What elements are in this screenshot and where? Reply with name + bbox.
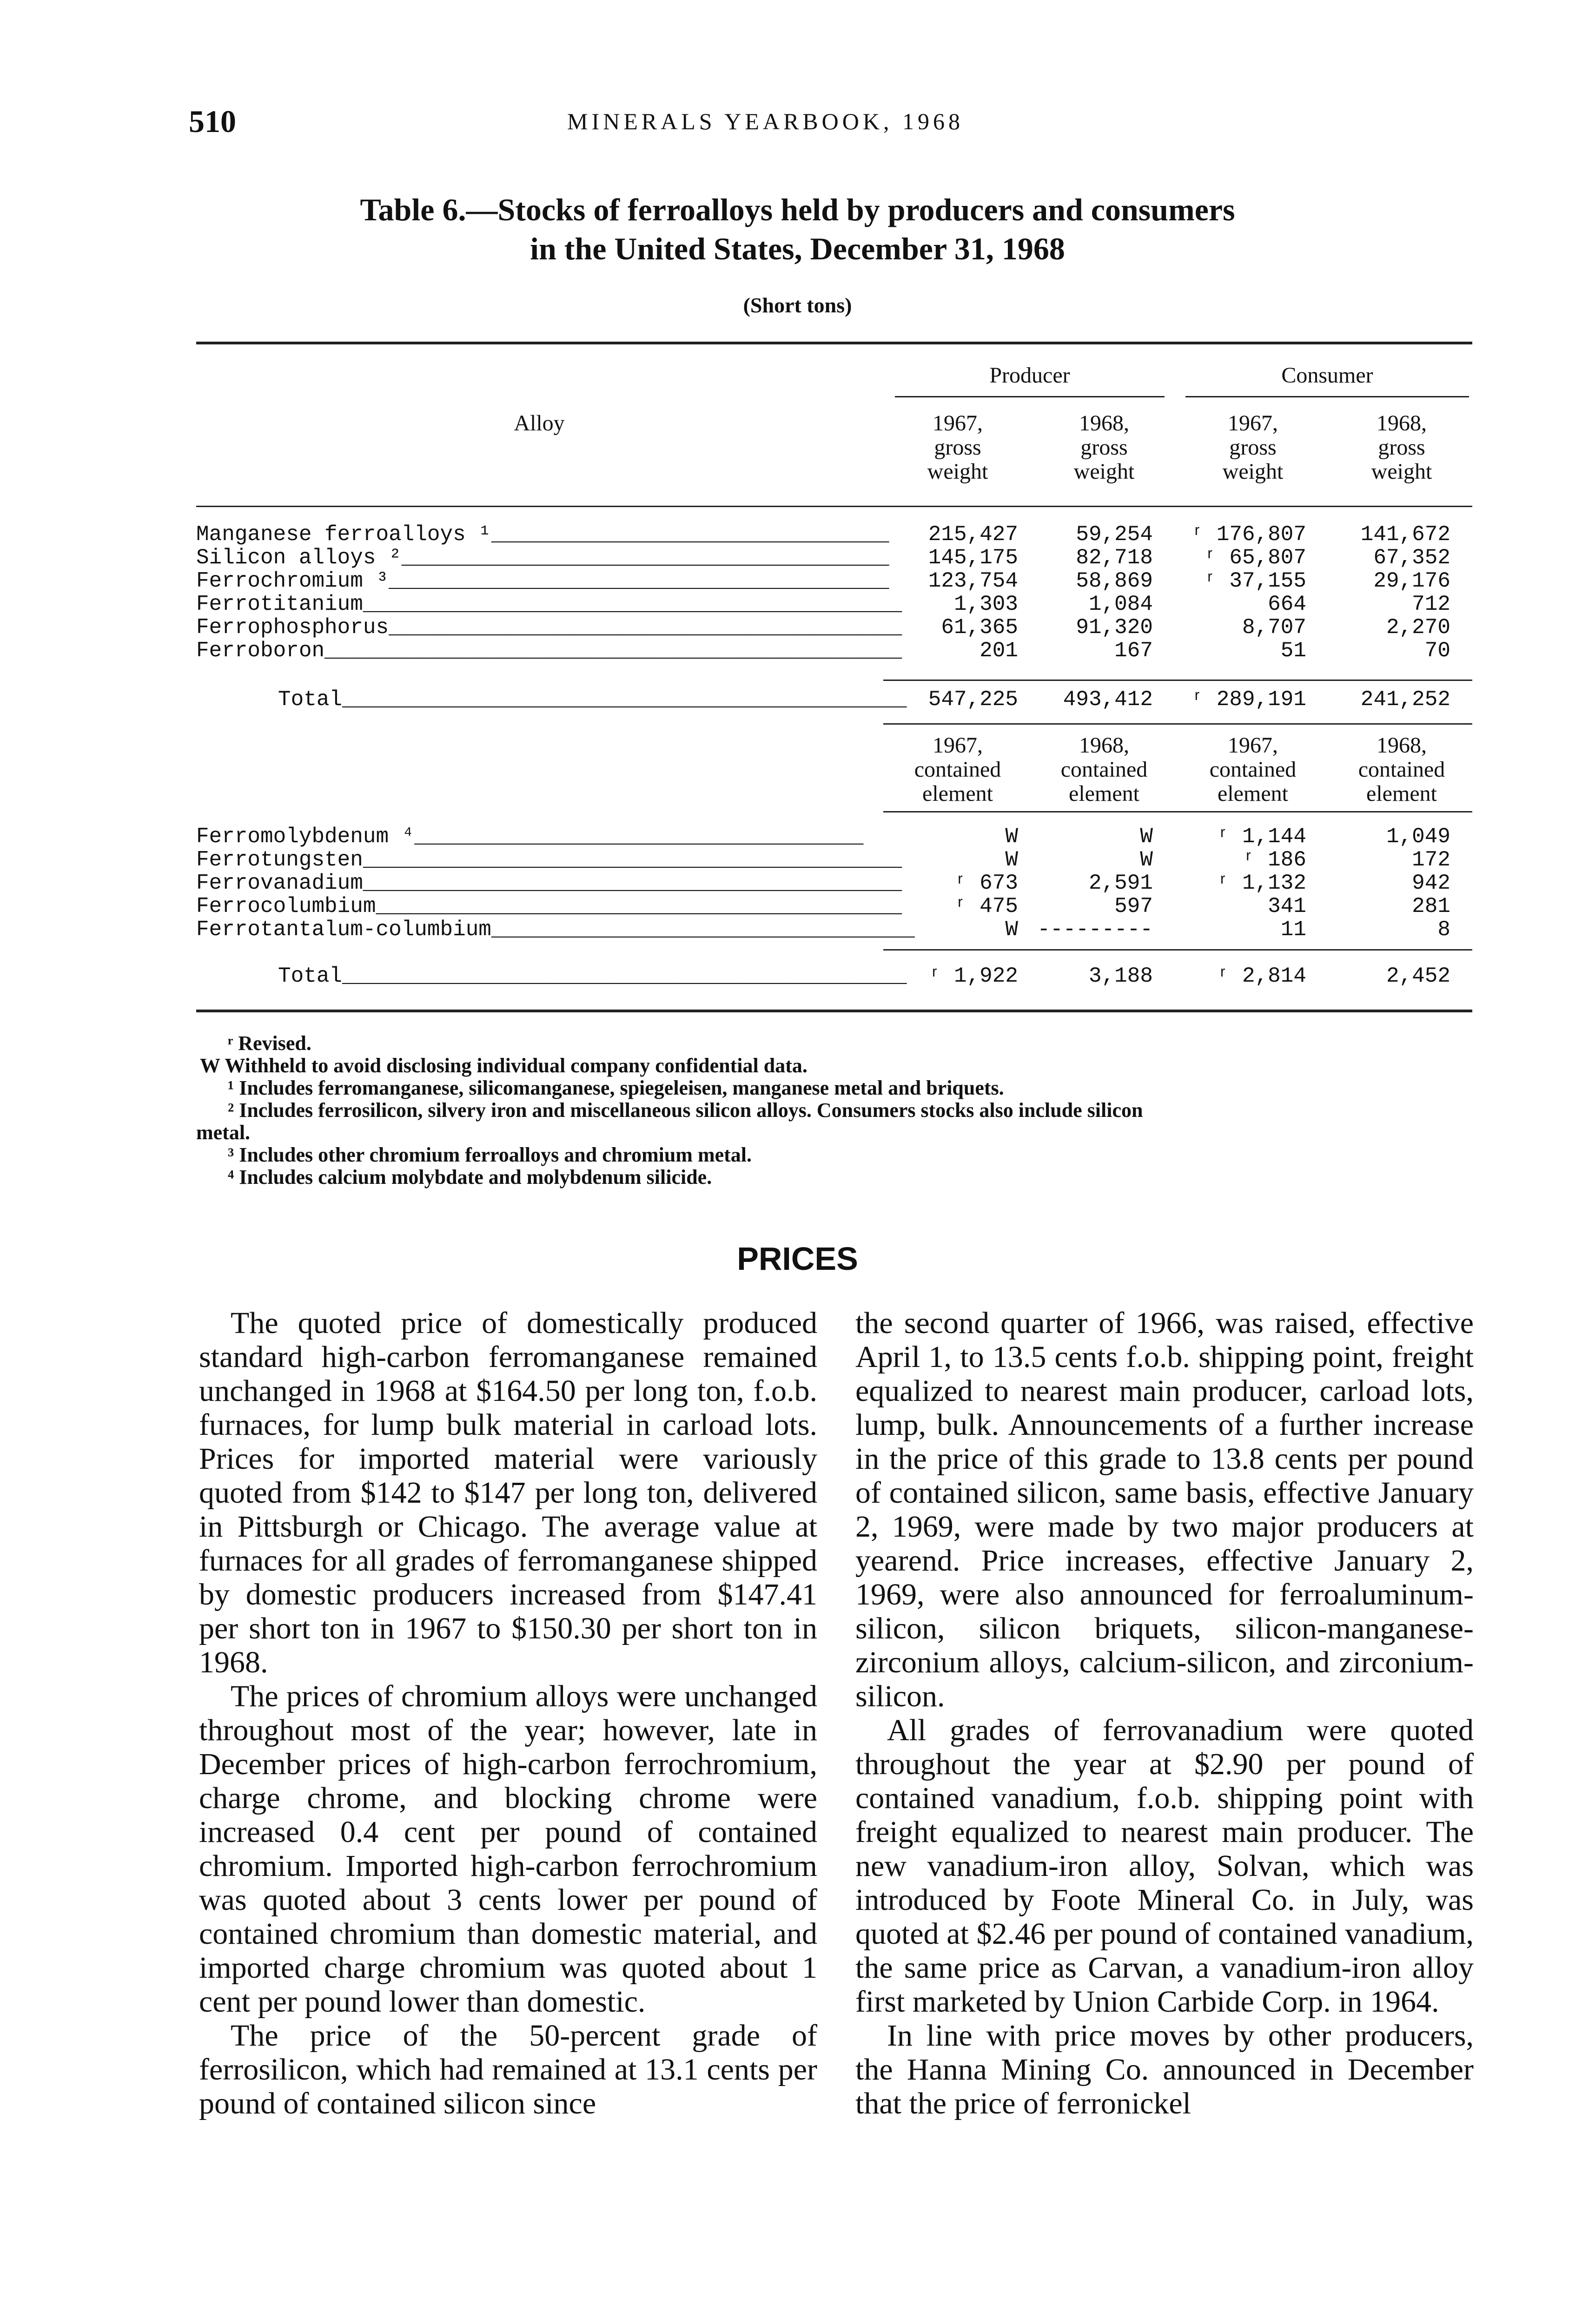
total-cell: 3,188	[1088, 964, 1153, 988]
table-cell: 61,365	[941, 615, 1018, 640]
total-cell: ʳ 1,922	[928, 964, 1018, 988]
table-cell: 8,707	[1242, 615, 1306, 640]
table-cell: 201	[980, 639, 1018, 663]
table-title-line-2: in the United States, December 31, 1968	[530, 231, 1065, 266]
consumer-group-header: Consumer	[1281, 363, 1373, 388]
alloy-row-label: Ferrotitanium__________________________________________	[196, 592, 902, 616]
producer-group-header: Producer	[989, 363, 1070, 388]
header-consumer-1967-contained: 1967, contained element	[1209, 733, 1297, 806]
total-cell: 2,452	[1386, 964, 1450, 988]
alloy-row-label: Silicon alloys ²______________________________________	[196, 546, 889, 570]
subtotal-rule-2	[883, 949, 1472, 951]
alloy-row-label: Manganese ferroalloys ¹_______________________________	[196, 522, 889, 547]
header-producer-1968-gross: 1968, gross weight	[1073, 411, 1135, 484]
contained-header-rule	[883, 811, 1472, 812]
paragraph: The price of the 50-percent grade of ferrosilicon, which had remained at 13.1 cents per pound of contained silicon since	[199, 2019, 817, 2120]
table-cell: 942	[1412, 871, 1450, 895]
table-cell: W	[1005, 918, 1018, 942]
header-bottom-rule	[196, 506, 1472, 507]
footnote-withheld: W Withheld to avoid disclosing individual company confidential data.	[200, 1054, 807, 1077]
running-head: MINERALS YEARBOOK, 1968	[567, 108, 964, 134]
table-cell: 141,672	[1360, 522, 1450, 547]
table-cell: 1,303	[953, 592, 1018, 616]
total-cell: ʳ 2,814	[1216, 964, 1306, 988]
table-units: (Short tons)	[743, 293, 852, 317]
table-cell: ʳ 475	[953, 894, 1018, 918]
table-cell: 123,754	[928, 569, 1018, 593]
table-cell: 281	[1412, 894, 1450, 918]
page-number: 510	[189, 104, 236, 139]
table-cell: 664	[1268, 592, 1306, 616]
table-cell: W	[1140, 848, 1153, 872]
table-cell: 82,718	[1076, 546, 1153, 570]
alloy-row-label: Ferrocolumbium_________________________________________	[196, 894, 902, 918]
header-producer-1967-gross: 1967, gross weight	[927, 411, 988, 484]
header-consumer-1967-gross: 1967, gross weight	[1222, 411, 1284, 484]
footnote-1: ¹ Includes ferromanganese, silicomanganese, spiegeleisen, manganese metal and briquets.	[228, 1076, 1004, 1099]
footnote-4: ⁴ Includes calcium molybdate and molybdenum silicide.	[228, 1166, 712, 1188]
table-cell: 58,869	[1076, 569, 1153, 593]
header-producer-1967-contained: 1967, contained element	[914, 733, 1001, 806]
right-column	[855, 1306, 1474, 2120]
total-cell: 241,252	[1360, 687, 1450, 712]
paragraph: All grades of ferrovanadium were quoted throughout the year at $2.90 per pound of contained vanadium, f.o.b. shipping point with freight equalized to nearest main producer. The new vanadium-iron alloy, Solvan, which was introduced by Foote Mineral Co. in July, was quoted at $2.46 per pound of contained vanadium, the same price as Carvan, a vanadium-iron alloy first marketed by Union Carbide Corp. in 1964.	[855, 1713, 1474, 2019]
alloy-column-header: Alloy	[514, 411, 565, 436]
table-cell: ʳ 673	[953, 871, 1018, 895]
table-cell: 2,591	[1088, 871, 1153, 895]
table-cell: 597	[1114, 894, 1153, 918]
table-title-line-1: Table 6.—Stocks of ferroalloys held by producers and consumers	[360, 192, 1235, 227]
alloy-row-label: Ferroboron_____________________________________________	[196, 639, 902, 663]
table-cell: W	[1005, 848, 1018, 872]
table-cell: ʳ 37,155	[1204, 569, 1306, 593]
total-cell: 547,225	[928, 687, 1018, 712]
table-cell: ---------	[1037, 918, 1153, 942]
table-cell: 215,427	[928, 522, 1018, 547]
table-cell: 29,176	[1373, 569, 1450, 593]
total-row-label: Total____________________________________________	[278, 687, 907, 712]
table-cell: 8	[1437, 918, 1450, 942]
table-cell: 172	[1412, 848, 1450, 872]
section-rule	[883, 723, 1472, 725]
table-cell: 91,320	[1076, 615, 1153, 640]
producer-underline	[895, 396, 1165, 397]
section-heading: PRICES	[737, 1241, 858, 1277]
table-cell: 1,084	[1088, 592, 1153, 616]
alloy-row-label: Ferrotungsten__________________________________________	[196, 848, 902, 872]
total-cell: 493,412	[1063, 687, 1153, 712]
table-top-rule	[196, 342, 1472, 344]
left-column	[199, 1306, 817, 2120]
table-cell: ʳ 176,807	[1191, 522, 1306, 547]
total-cell: ʳ 289,191	[1191, 687, 1306, 712]
table-cell: ʳ 1,132	[1216, 871, 1306, 895]
total-row-label: Total____________________________________________	[278, 964, 907, 988]
footnote-revised: ʳ Revised.	[228, 1032, 311, 1055]
footnote-2: ² Includes ferrosilicon, silvery iron and miscellaneous silicon alloys. Consumers stocks also include silicon	[228, 1099, 1143, 1122]
paragraph: The prices of chromium alloys were unchanged throughout most of the year; however, late in December prices of high-carbon ferrochromium, charge chrome, and blocking chrome were increased 0.4 cent per pound of contained chromium. Imported high-carbon ferrochromium was quoted about 3 cents lower per pound of contained chromium than domestic material, and imported charge chromium was quoted about 1 cent per pound lower than domestic.	[199, 1679, 817, 2019]
subtotal-rule-1	[883, 680, 1472, 681]
table-cell: 1,049	[1386, 825, 1450, 849]
table-cell: 11	[1280, 918, 1306, 942]
alloy-row-label: Ferrochromium ³_______________________________________	[196, 569, 889, 593]
header-producer-1968-contained: 1968, contained element	[1060, 733, 1148, 806]
table-cell: ʳ 1,144	[1216, 825, 1306, 849]
table-cell: ʳ 186	[1242, 848, 1306, 872]
paragraph: In line with price moves by other producers, the Hanna Mining Co. announced in December that the price of ferronickel	[855, 2019, 1474, 2120]
header-consumer-1968-gross: 1968, gross weight	[1371, 411, 1432, 484]
table-cell: 167	[1114, 639, 1153, 663]
footnote-3: ³ Includes other chromium ferroalloys and chromium metal.	[228, 1143, 752, 1166]
alloy-row-label: Ferrophosphorus________________________________________	[196, 615, 902, 640]
table-cell: 70	[1424, 639, 1450, 663]
table-cell: 51	[1280, 639, 1306, 663]
table-bottom-rule	[196, 1010, 1472, 1012]
alloy-row-label: Ferrovanadium__________________________________________	[196, 871, 902, 895]
table-cell: 2,270	[1386, 615, 1450, 640]
table-cell: 59,254	[1076, 522, 1153, 547]
table-cell: 145,175	[928, 546, 1018, 570]
table-cell: W	[1140, 825, 1153, 849]
table-cell: W	[1005, 825, 1018, 849]
table-cell: 341	[1268, 894, 1306, 918]
paragraph: The quoted price of domestically produced standard high-carbon ferromanganese remained unchanged in 1968 at $164.50 per long ton, f.o.b. furnaces, for lump bulk material in carload lots. Prices for imported material were variously quoted from $142 to $147 per long ton, delivered in Pittsburgh or Chicago. The average value at furnaces for all grades of ferromanganese shipped by domestic producers increased from $147.41 per short ton in 1967 to $150.30 per short ton in 1968.	[199, 1306, 817, 1679]
alloy-row-label: Ferromolybdenum ⁴___________________________________	[196, 825, 864, 849]
paragraph: the second quarter of 1966, was raised, effective April 1, to 13.5 cents f.o.b. shipping point, freight equalized to nearest main producer, carload lots, lump, bulk. Announcements of a further increase in the price of this grade to 13.8 cents per pound of contained silicon, same basis, effective January 2, 1969, were made by two major producers at yearend. Price increases, effective January 2, 1969, were also announced for ferroaluminum-silicon, silicon briquets, silicon-manganese-zirconium alloys, calcium-silicon, and zirconium-silicon.	[855, 1306, 1474, 1713]
table-cell: ʳ 65,807	[1204, 546, 1306, 570]
alloy-row-label: Ferrotantalum-columbium_________________________________	[196, 918, 915, 942]
header-consumer-1968-contained: 1968, contained element	[1358, 733, 1445, 806]
footnote-2-continued: metal.	[196, 1121, 251, 1144]
consumer-underline	[1185, 396, 1469, 397]
table-cell: 712	[1412, 592, 1450, 616]
table-cell: 67,352	[1373, 546, 1450, 570]
